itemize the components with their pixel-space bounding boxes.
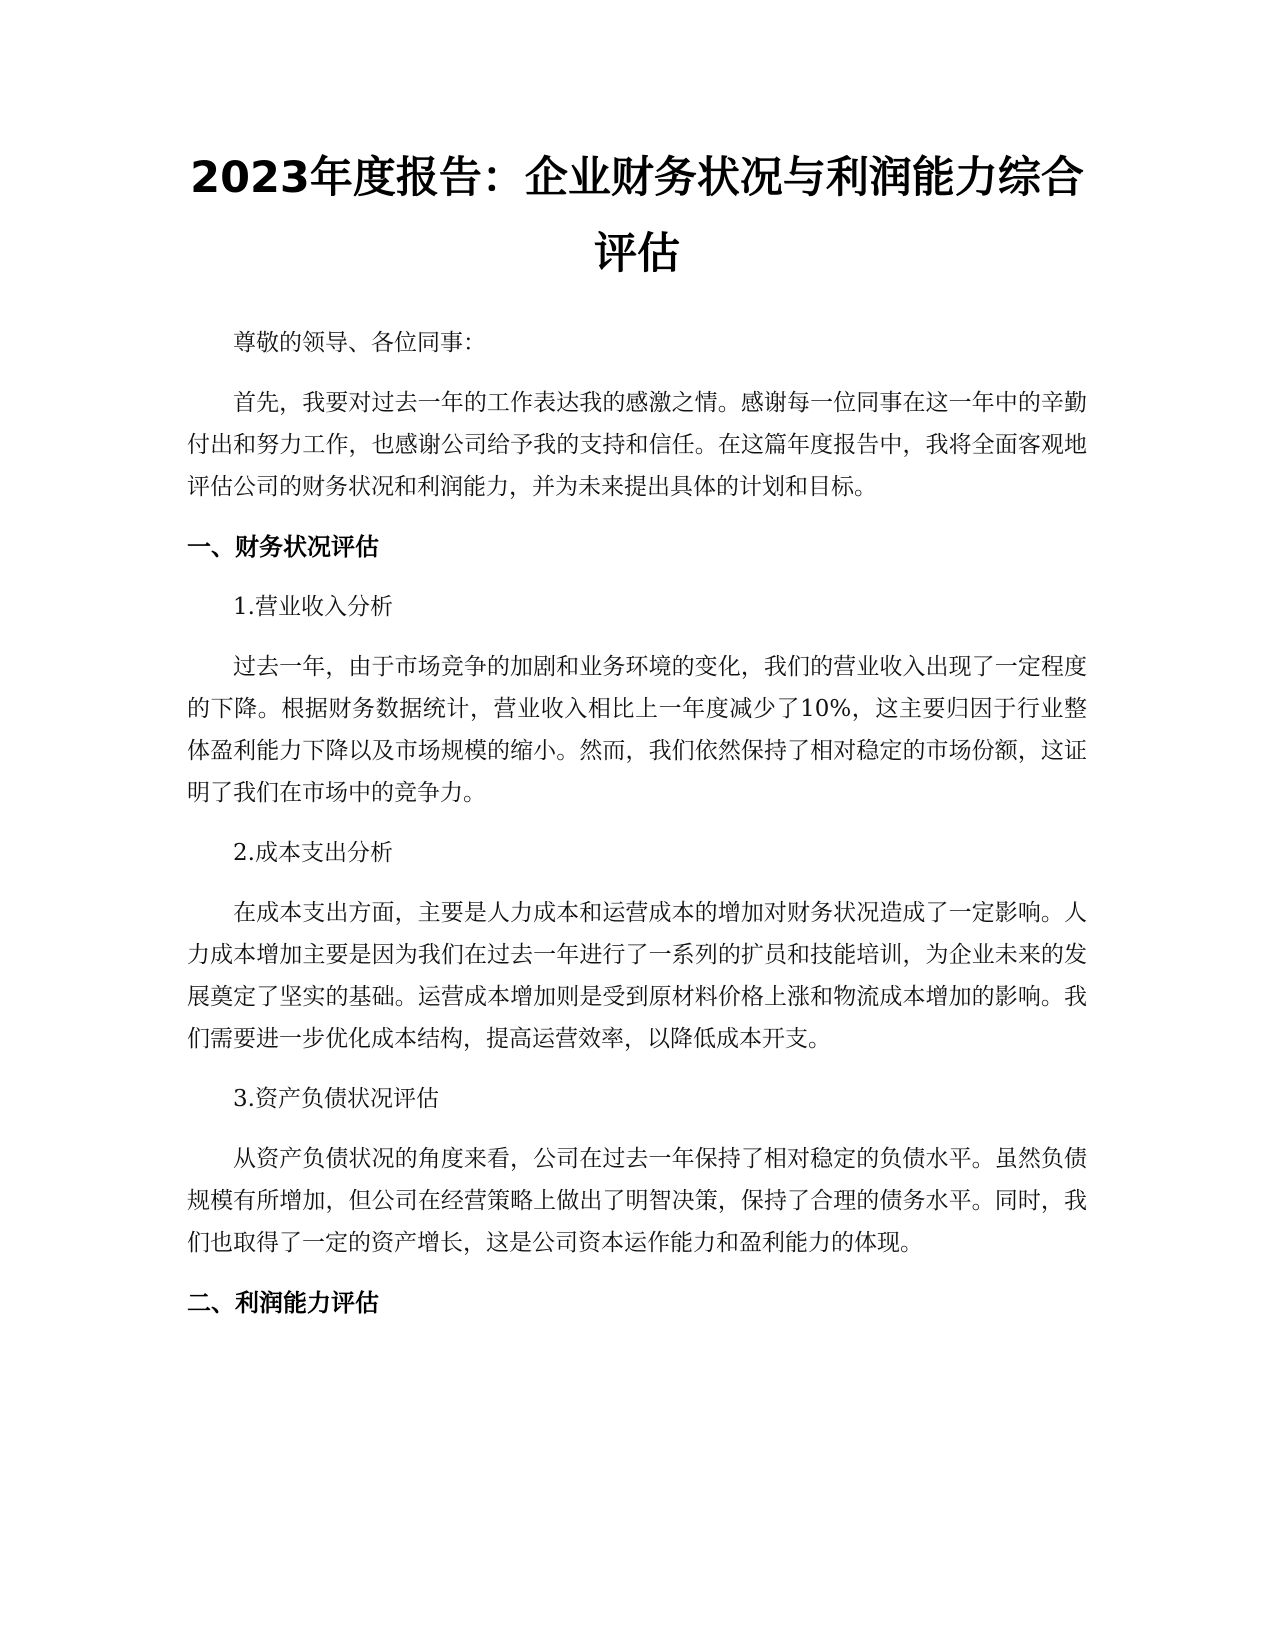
intro-paragraph: 首先，我要对过去一年的工作表达我的感激之情。感谢每一位同事在这一年中的辛勤付出和努力工作，也感谢公司给予我的支持和信任。在这篇年度报告中，我将全面客观地评估公司的财务状况和利润能力，并为未来提出具体的计划和目标。 (187, 390, 1087, 500)
subheading-balance-sheet: 3.资产负债状况评估 (233, 1086, 439, 1112)
subheading-cost-analysis: 2.成本支出分析 (233, 840, 393, 866)
paragraph-revenue-analysis: 过去一年，由于市场竞争的加剧和业务环境的变化，我们的营业收入出现了一定程度的下降。根据财务数据统计，营业收入相比上一年度减少了10%，这主要归因于行业整体盈利能力下降以及市场规模的缩小。然而，我们依然保持了相对稳定的市场份额，这证明了我们在市场中的竞争力。 (187, 654, 1087, 806)
section-heading-financial-status: 一、财务状况评估 (187, 533, 379, 561)
salutation: 尊敬的领导、各位同事： (233, 330, 486, 356)
paragraph-balance-sheet: 从资产负债状况的角度来看，公司在过去一年保持了相对稳定的负债水平。虽然负债规模有所增加，但公司在经营策略上做出了明智决策，保持了合理的债务水平。同时，我们也取得了一定的资产增长，这是公司资本运作能力和盈利能力的体现。 (187, 1146, 1087, 1256)
section-heading-profitability: 二、利润能力评估 (187, 1289, 379, 1317)
paragraph-cost-analysis: 在成本支出方面，主要是人力成本和运营成本的增加对财务状况造成了一定影响。人力成本增加主要是因为我们在过去一年进行了一系列的扩员和技能培训，为企业未来的发展奠定了坚实的基础。运营成本增加则是受到原材料价格上涨和物流成本增加的影响。我们需要进一步优化成本结构，提高运营效率，以降低成本开支。 (187, 900, 1087, 1052)
document-body (187, 140, 1087, 1342)
document-title: 2023年度报告：企业财务状况与利润能力综合评估 (190, 153, 1084, 279)
subheading-revenue-analysis: 1.营业收入分析 (233, 594, 393, 620)
